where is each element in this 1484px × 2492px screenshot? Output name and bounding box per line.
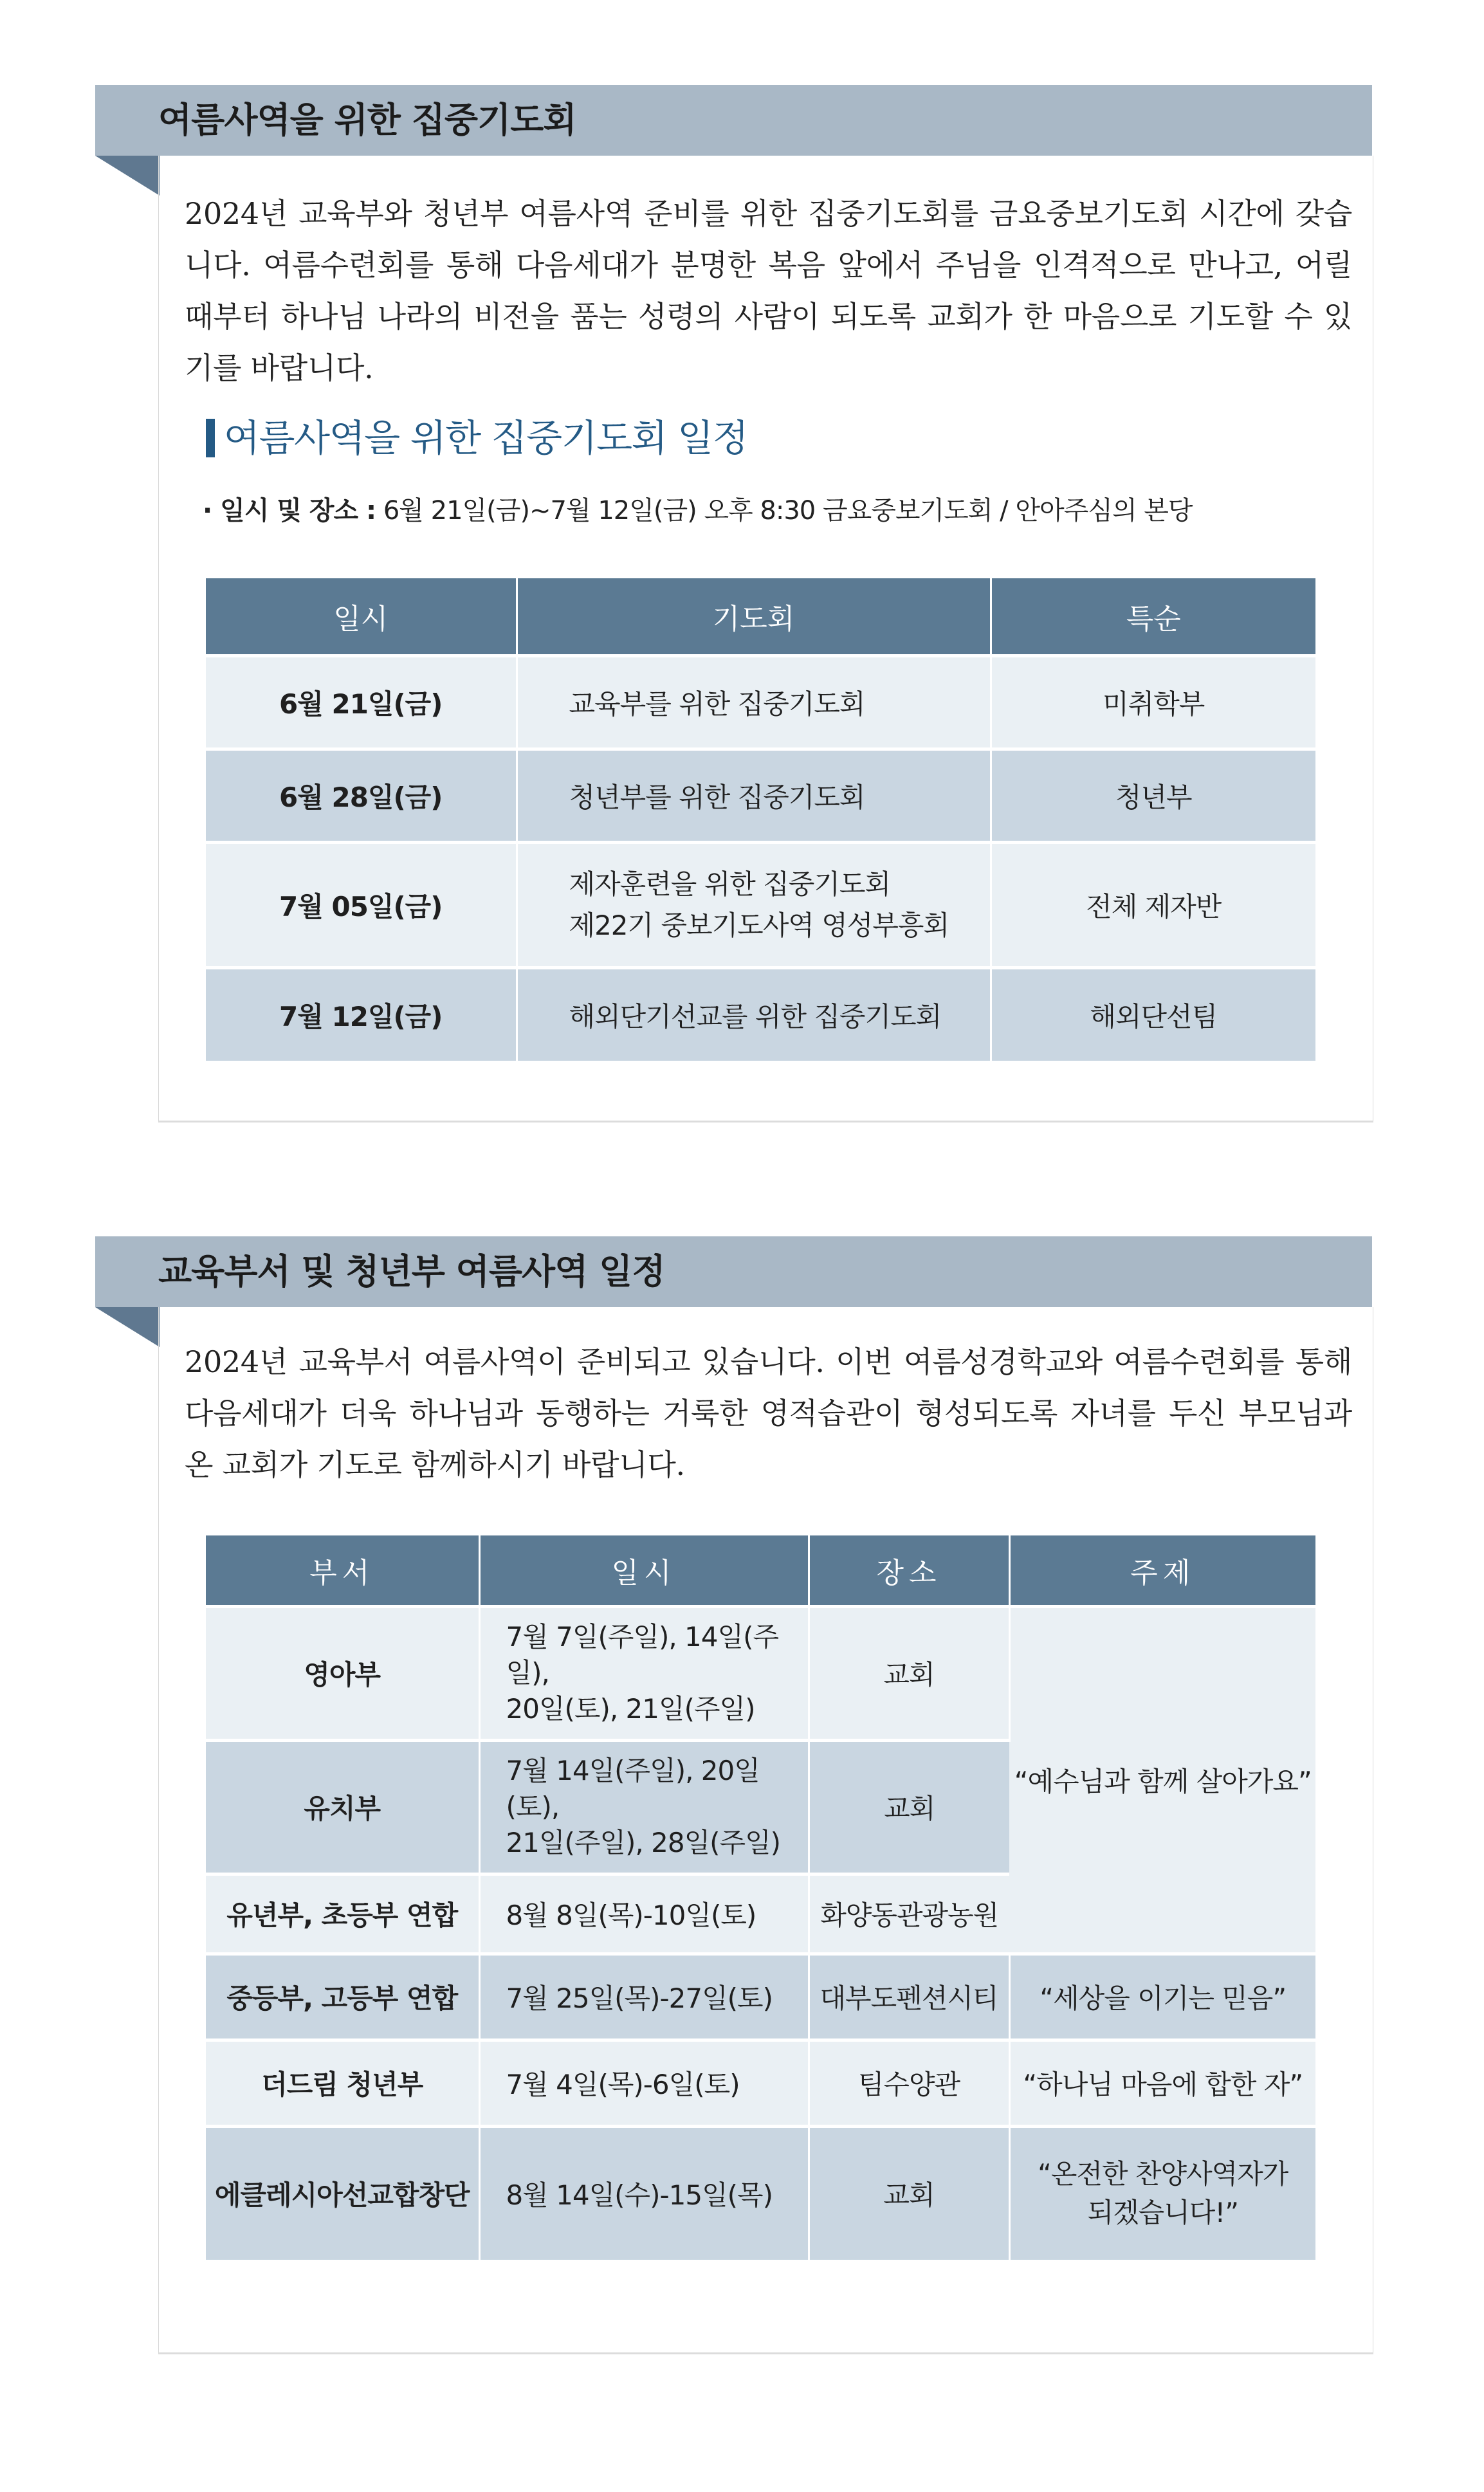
- row-dept: 영아부: [206, 1606, 479, 1740]
- section-body: [158, 1307, 1373, 2354]
- row-special: 전체 제자반: [991, 842, 1315, 967]
- row-theme-line1: “온전한 찬양사역자가: [1038, 2158, 1288, 2190]
- schedule-subtitle: 여름사역을 위한 집중기도회 일정: [206, 416, 747, 460]
- header-theme: 주제: [1009, 1535, 1315, 1606]
- row-date: 7월 25일(목)-27일(토): [479, 1954, 809, 2040]
- section-title: 교육부서 및 청년부 여름사역 일정: [158, 1251, 665, 1292]
- row-special: 청년부: [991, 749, 1315, 842]
- row-date: 7월 4일(목)-6일(토): [479, 2040, 809, 2126]
- section-body: [158, 156, 1373, 1122]
- date-place-line: [203, 490, 1193, 527]
- header-fold-decoration: [95, 1307, 160, 1347]
- header-date: 일시: [479, 1535, 809, 1606]
- row-dept: 중등부, 고등부 연합: [206, 1954, 479, 2040]
- header-fold-decoration: [95, 156, 160, 196]
- row-dept: 에클레시아선교합창단: [206, 2126, 479, 2260]
- row-date: 6월 28일(금): [206, 749, 517, 842]
- row-meeting: [517, 842, 991, 967]
- row-meeting-line1: 제자훈련을 위한 집중기도회: [569, 868, 891, 900]
- row-place: 교회: [809, 2126, 1009, 2260]
- intro-paragraph: 2024년 교육부와 청년부 여름사역 준비를 위한 집중기도회를 금요중보기도회 시간에 갖습니다. 여름수련회를 통해 다음세대가 분명한 복음 앞에서 주님을 인격적으로 만나고, 어릴 때부터 하나님 나라의 비전을 품는 성령의 사람이 되도록 교회가 한 마음으로 기도할 수 있기를 바랍니다.: [185, 196, 1352, 385]
- row-theme: “하나님 마음에 합한 자”: [1009, 2040, 1315, 2126]
- row-date: 6월 21일(금): [206, 655, 517, 749]
- intro-paragraph: 2024년 교육부서 여름사역이 준비되고 있습니다. 이번 여름성경학교와 여름수련회를 통해 다음세대가 더욱 하나님과 동행하는 거룩한 영적습관이 형성되도록 자녀를 두신 부모님과 온 교회가 기도로 함께하시기 바랍니다.: [185, 1344, 1352, 1482]
- row-dept: 더드림 청년부: [206, 2040, 479, 2126]
- row-place: 화양동관광농원: [809, 1874, 1009, 1954]
- row-meeting: 해외단기선교를 위한 집중기도회: [517, 967, 991, 1061]
- section-summer-schedule: [0, 1222, 1484, 2492]
- table-row: [206, 1606, 1315, 1740]
- section-summer-prayer: [0, 0, 1484, 1132]
- row-special: 미취학부: [991, 655, 1315, 749]
- row-date-line2: 21일(주일), 28일(주일): [506, 1827, 781, 1858]
- section-title: 여름사역을 위한 집중기도회: [158, 100, 576, 140]
- row-meeting-line2: 제22기 중보기도사역 영성부흥회: [569, 909, 949, 941]
- table-row: [206, 842, 1315, 967]
- table-row: [206, 967, 1315, 1061]
- row-date-line2: 20일(토), 21일(주일): [506, 1693, 755, 1725]
- table-header-row: [206, 1535, 1315, 1606]
- table-row: [206, 2126, 1315, 2260]
- row-place: 대부도펜션시티: [809, 1954, 1009, 2040]
- row-meeting: 교육부를 위한 집중기도회: [517, 655, 991, 749]
- table-row: [206, 655, 1315, 749]
- table-row: [206, 2040, 1315, 2126]
- row-date: [479, 1740, 809, 1874]
- row-dept: 유치부: [206, 1740, 479, 1874]
- shared-theme-cell: “예수님과 함께 살아가요”: [1009, 1606, 1315, 1954]
- header-date: 일시: [206, 578, 517, 655]
- row-date-line1: 7월 14일(주일), 20일(토),: [506, 1755, 760, 1822]
- row-date-line1: 7월 7일(주일), 14일(주일),: [506, 1621, 779, 1689]
- row-date: 7월 05일(금): [206, 842, 517, 967]
- header-meeting: 기도회: [517, 578, 991, 655]
- row-meeting: 청년부를 위한 집중기도회: [517, 749, 991, 842]
- section-header: [95, 85, 1372, 156]
- row-date: 8월 14일(수)-15일(목): [479, 2126, 809, 2260]
- date-place-value: 6월 21일(금)~7월 12일(금) 오후 8:30 금요중보기도회 / 안아주심의 본당: [376, 496, 1193, 526]
- row-place: 교회: [809, 1740, 1009, 1874]
- row-date: 7월 12일(금): [206, 967, 517, 1061]
- row-theme: [1009, 2126, 1315, 2260]
- row-theme: “세상을 이기는 믿음”: [1009, 1954, 1315, 2040]
- table-header-row: [206, 578, 1315, 655]
- header-place: 장소: [809, 1535, 1009, 1606]
- table-row: [206, 1954, 1315, 2040]
- row-date: 8월 8일(목)-10일(토): [479, 1874, 809, 1954]
- table-row: [206, 749, 1315, 842]
- summer-schedule-table: [206, 1535, 1315, 2260]
- row-theme-line2: 되겠습니다!”: [1087, 2197, 1238, 2229]
- row-special: 해외단선팀: [991, 967, 1315, 1061]
- header-dept: 부서: [206, 1535, 479, 1606]
- section-header: [95, 1236, 1372, 1307]
- prayer-schedule-table: [206, 578, 1315, 1061]
- row-place: 교회: [809, 1606, 1009, 1740]
- row-place: 팀수양관: [809, 2040, 1009, 2126]
- date-place-label: · 일시 및 장소 :: [203, 496, 376, 526]
- row-dept: 유년부, 초등부 연합: [206, 1874, 479, 1954]
- header-special: 특순: [991, 578, 1315, 655]
- row-date: [479, 1606, 809, 1740]
